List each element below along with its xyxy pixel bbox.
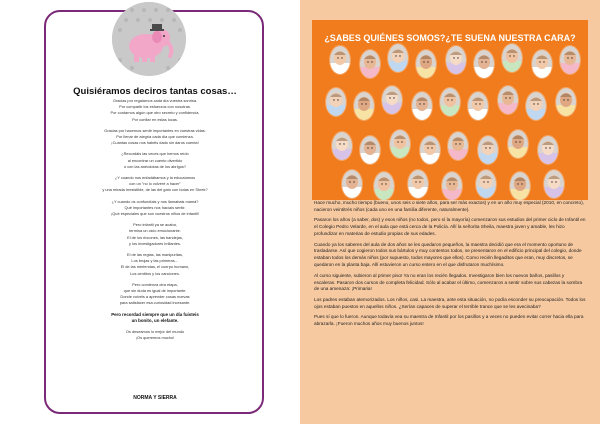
child-photo — [330, 46, 350, 74]
child-photo-placeholder — [556, 88, 576, 116]
poem-title: Quisiéramos deciros tantas cosas… — [73, 86, 237, 98]
child-photo — [326, 88, 346, 116]
child-photo-placeholder — [408, 170, 428, 198]
child-photo-placeholder — [508, 130, 528, 158]
child-photo — [502, 44, 522, 72]
poem-line: ¿Y cuando nos enfadábamos y la educaíamos — [114, 175, 196, 181]
poem-line: termina un ciclo emocionante. — [129, 228, 181, 234]
poem-line: ¡Qué especiales que son vuestros niños de infantil! — [110, 211, 200, 217]
poem-line: Los cerditos y los canciones. — [130, 270, 180, 276]
poem-body — [50, 98, 260, 347]
child-photo — [448, 132, 468, 160]
child-photo — [508, 130, 528, 158]
child-photo-placeholder — [360, 50, 380, 78]
child-photo-placeholder — [476, 170, 496, 198]
child-photo — [382, 86, 402, 114]
child-photo-placeholder — [468, 92, 488, 120]
story-paragraph: Los padres estaban atemorizados. Los niños, casi. La maestra, ante esta situación, no podía esconder su preocupación. Todos los ojos estaban puestos en aquellos niños. ¿Serían capaces de superar el terrible trance que se les avecinaba? — [314, 296, 586, 309]
child-photo — [560, 46, 580, 74]
poem-line: para satisfacer esa curiosidad incesante. — [119, 300, 191, 306]
poem-line: Gracias por regalarnos cada día vuestra sonrisa. — [112, 98, 198, 103]
child-photo-placeholder — [360, 136, 380, 164]
poem-line: Donde volvéis a aprender cosas nuevas — [120, 294, 190, 300]
poem-line: Por compartir los esfuerzos con nosotras. — [119, 104, 191, 110]
child-photo — [498, 86, 518, 114]
child-photo — [476, 170, 496, 198]
child-photo-placeholder — [446, 46, 466, 74]
child-photo — [510, 172, 530, 200]
child-photo-placeholder — [330, 46, 350, 74]
stanza — [50, 98, 260, 123]
class-photo-banner — [312, 20, 588, 200]
child-photo-placeholder — [448, 132, 468, 160]
signature: NORMA Y SIERRA — [133, 395, 177, 401]
stanza — [50, 128, 260, 147]
poem-line: Pero infantil ya se acaba, — [133, 222, 177, 228]
child-photo — [354, 92, 374, 120]
child-photo-placeholder — [420, 136, 440, 164]
stanza — [50, 252, 260, 277]
poem-line: que sin duda es igual de importante. — [123, 288, 187, 294]
child-photo — [360, 136, 380, 164]
poem-line: Los brujas y las primeras… — [131, 258, 179, 264]
child-photo — [556, 88, 576, 116]
child-photo-placeholder — [526, 92, 546, 120]
story-paragraph: Hace mucho, mucho tiempo (bueno, unos seis o siete años, para ser más exactos) y en un año muy especial (2010, en concreto), nacieron veintitrés niños (cada uno en una familia diferente, naturalmente). — [314, 200, 584, 212]
poem-line: Gracias por hacernos sentir importantes en vuestras vidas. — [104, 127, 206, 133]
pink-elephant-icon — [112, 2, 186, 76]
child-photo — [388, 44, 408, 72]
child-photo — [420, 136, 440, 164]
poem-line: El de las regias, las manipuritas, — [126, 252, 183, 258]
child-photo-placeholder — [416, 50, 436, 78]
child-photo-placeholder — [412, 92, 432, 120]
poem-line: ¿Recordáis las veces que hemos reído — [121, 151, 189, 157]
child-photo-placeholder — [478, 136, 498, 164]
story-text — [314, 200, 586, 332]
child-photo-placeholder — [374, 172, 394, 200]
child-photo-placeholder — [382, 86, 402, 114]
child-photo-placeholder — [326, 88, 346, 116]
child-photo — [526, 92, 546, 120]
stanza — [50, 199, 260, 218]
elephant-medallion — [112, 2, 186, 76]
child-photo-placeholder — [442, 172, 462, 200]
child-photo-placeholder — [354, 92, 374, 120]
stanza — [50, 329, 260, 341]
stanza — [50, 282, 260, 307]
poem-line: El de las meriendas, el cuerpo humano, — [120, 264, 190, 270]
child-photo — [544, 170, 564, 198]
child-photo — [374, 172, 394, 200]
poem-line: al encontrar un cuento divertido — [127, 157, 183, 163]
poem-line: Pero comienza otra etapa, — [132, 281, 178, 287]
poem-line: ¡Cuántas cosas nos habéis dado sin daros cuenta! — [111, 140, 199, 146]
child-photo — [342, 170, 362, 198]
poem-line: ¿Y cuando os confundíais y nos llamabais mamá? — [111, 198, 199, 204]
poem-line: El de los rincones, las bandejas, — [127, 234, 183, 240]
child-photo-placeholder — [474, 50, 494, 78]
child-photo — [468, 92, 488, 120]
child-photo — [474, 50, 494, 78]
poem-line: Qué importantes nos hacíais sentir. — [124, 204, 186, 210]
stanza-emphasis — [50, 312, 260, 324]
child-photo-placeholder — [510, 172, 530, 200]
poem-line: o con las anécdotas de los abrigos? — [123, 163, 187, 169]
child-photo — [408, 170, 428, 198]
poem-line: con un "no lo volveré a hacer" — [129, 181, 181, 187]
stanza — [50, 175, 260, 194]
child-photo-placeholder — [560, 46, 580, 74]
child-photo-placeholder — [388, 44, 408, 72]
poem-line: y los investigadores brillantes. — [129, 240, 181, 246]
child-photo — [442, 172, 462, 200]
child-photo — [532, 50, 552, 78]
story-paragraph: Pues sí que lo fueron. Aunque todavía vea su maestra de Infantil por los pasillos y a veces no pueden evitar correr hacia ella para abrazarla. ¡Fueron muchos años muy buenos juntos! — [314, 314, 584, 327]
child-photo-placeholder — [544, 170, 564, 198]
child-photo — [416, 50, 436, 78]
child-photo-placeholder — [498, 86, 518, 114]
child-photo — [446, 46, 466, 74]
child-photo-placeholder — [332, 132, 352, 160]
poem-line: ¡Os queremos mucho! — [135, 335, 175, 341]
story-paragraph: Pasaron los años (a saber, dos) y esos niños (no todos, pero sí la mayoría) comenzaron sus estudios del primer ciclo de Infantil en el Colegio Pedro Velarde, en el aula que está cerca de la Policía. Allí la señorita Sheila, maestra joven y amable, les hizo profundizar en materias de estudio propias de sus edades. — [314, 217, 586, 237]
child-photo — [538, 136, 558, 164]
stanza — [50, 222, 260, 247]
child-photo — [478, 136, 498, 164]
child-photo-placeholder — [342, 170, 362, 198]
poem-line: Pero recordad siempre que un día fuisteis — [111, 311, 199, 317]
child-photo — [412, 92, 432, 120]
stanza — [50, 151, 260, 170]
child-photo — [440, 88, 460, 116]
poem-line: Os deseamos lo mejor del mundo — [125, 329, 185, 335]
child-photo-placeholder — [532, 50, 552, 78]
story-paragraph: Cuando ya los saberes del aula de dos años se les quedaron pequeños, la maestra decidió que era el momento oportuno de trasladarse. Así que cogieron todos sus bártulos y muy contentos todos, se presentaron en el edificio principal del colegio, donde estaban todos los demás niños (por supuesto, todos mayores que ellos). Como recién llegaditos que eran, muy discretos, se quedaron en la planta baja. Allí estuvieron un curso entero en el que disfrutaron muchísimo. — [314, 241, 582, 268]
poem-line: y una mirada irresistible, de las del gato con botas en Shrek? — [102, 187, 208, 193]
banner-title: ¿SABES QUIÉNES SOMOS?¿TE SUENA NUESTRA CARA? — [324, 33, 576, 44]
child-photo — [390, 130, 410, 158]
child-photo-placeholder — [390, 130, 410, 158]
child-photo-placeholder — [440, 88, 460, 116]
poem-line: Por contarnos algún que otro secreto y confidencia. — [110, 110, 200, 116]
poem-line: Por confiar en estas locas. — [132, 116, 178, 122]
poem-line: un bonito, un elefante. — [131, 317, 179, 323]
child-photo — [332, 132, 352, 160]
child-photo-placeholder — [538, 136, 558, 164]
child-photo-placeholder — [502, 44, 522, 72]
story-paragraph: Al curso siguiente, subieron al primer piso! Ya no eran los recién llegados. Investigaron bien los nuevos baños, pasillos y escaleras. Pasaron dos cursos de completa felicidad. Sólo al acabar el último, comenzaron a sentir sobre sus cabezas la sombra de una amenaza: ¡Primaria! — [314, 272, 583, 292]
poem-line: Por llenar de alegría cada día que comienza. — [116, 134, 194, 140]
child-photo — [360, 50, 380, 78]
